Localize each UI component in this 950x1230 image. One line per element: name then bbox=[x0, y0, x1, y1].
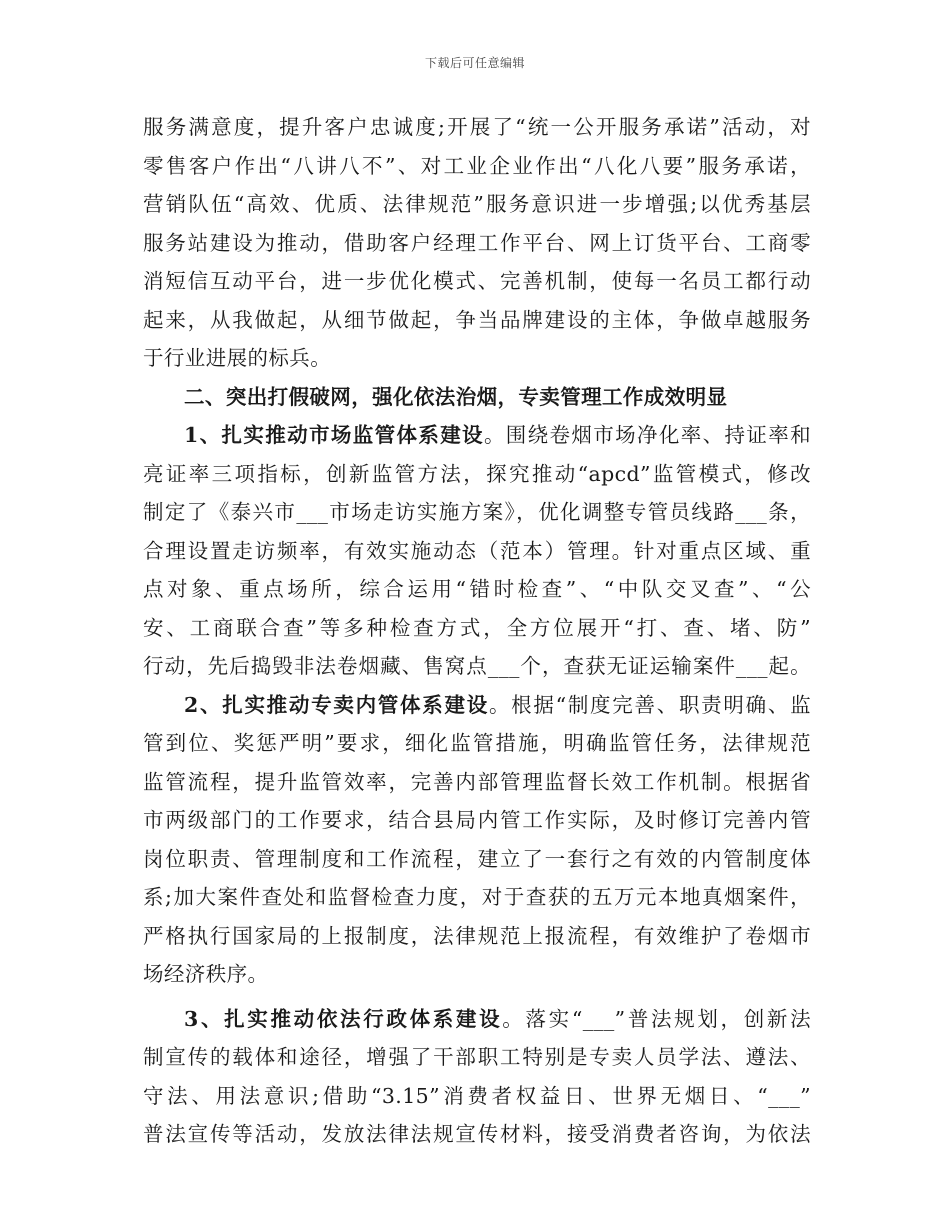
text-line: 安、工商联合查”等多种检查方式，全方位展开“打、查、堵、防” bbox=[143, 615, 811, 640]
text-line: 市两级部门的工作要求，结合县局内管工作实际，及时修订完善内管 bbox=[143, 808, 811, 832]
text-line: 守法、用法意识;借助“3.15”消费者权益日、世界无烟日、“___” bbox=[143, 1083, 811, 1108]
text-line: 系;加大案件查处和监督检查力度，对于查获的五万元本地真烟案件， bbox=[143, 885, 811, 909]
text-line: 管到位、奖惩严明”要求，细化监管措施，明确监管任务，法律规范 bbox=[143, 731, 811, 755]
text-line: 普法宣传等活动，发放法律法规宣传材料，接受消费者咨询，为依法 bbox=[143, 1122, 811, 1146]
text-line: 制宣传的载体和途径，增强了干部职工特别是专卖人员学法、遵法、 bbox=[143, 1045, 811, 1069]
text-line: 行动，先后捣毁非法卷烟藏、售窝点___个，查获无证运输案件___起。 bbox=[143, 654, 811, 678]
item-text: 。围绕卷烟市场净化率、持证率和 bbox=[483, 423, 811, 447]
paragraph-item-1 bbox=[143, 416, 811, 686]
text-line: 监管流程，提升监管效率，完善内部管理监督长效工作机制。根据省 bbox=[143, 769, 811, 794]
text-line: 合理设置走访频率，有效实施动态（范本）管理。针对重点区域、重 bbox=[143, 538, 811, 563]
text-line: 起来，从我做起，从细节做起，争当品牌建设的主体，争做卓越服务 bbox=[143, 307, 811, 332]
text-line: 营销队伍“高效、优质、法律规范”服务意识进一步增强;以优秀基层 bbox=[143, 192, 811, 216]
item-text: 。落实“___”普法规划，创新法 bbox=[502, 1006, 811, 1031]
paragraph-item-2 bbox=[143, 686, 811, 994]
text-line: 制定了《泰兴市___市场走访实施方案》，优化调整专管员线路___条， bbox=[143, 500, 811, 524]
text-line: 服务满意度，提升客户忠诚度;开展了“统一公开服务承诺”活动，对 bbox=[143, 115, 811, 139]
section-heading: 二、突出打假破网，强化依法治烟，专卖管理工作成效明显 bbox=[184, 384, 728, 409]
text-line bbox=[143, 416, 811, 455]
text-line: 岗位职责、管理制度和工作流程，建立了一套行之有效的内管制度体 bbox=[143, 846, 811, 871]
text-line bbox=[143, 1000, 811, 1039]
text-line: 点对象、重点场所，综合运用“错时检查”、“中队交叉查”、“公 bbox=[143, 577, 811, 601]
text-line: 服务站建设为推动，借助客户经理工作平台、网上订货平台、工商零 bbox=[143, 230, 811, 255]
item-title: 3、扎实推动依法行政体系建设 bbox=[184, 1006, 503, 1031]
text-line: 场经济秩序。 bbox=[143, 962, 269, 986]
document-body bbox=[143, 108, 811, 1154]
item-title: 1、扎实推动市场监管体系建设 bbox=[184, 423, 484, 447]
text-line: 消短信互动平台，进一步优化模式、完善机制，使每一名员工都行动 bbox=[143, 269, 811, 293]
text-line: 零售客户作出“八讲八不”、对工业企业作出“八化八要”服务承诺， bbox=[143, 153, 811, 178]
text-line bbox=[143, 686, 811, 725]
item-title: 2、扎实推动专卖内管体系建设 bbox=[184, 692, 489, 717]
paragraph-item-3 bbox=[143, 1000, 811, 1154]
page-header-note: 下载后可任意编辑 bbox=[424, 56, 525, 70]
text-line: 严格执行国家局的上报制度，法律规范上报流程，有效维护了卷烟市 bbox=[143, 923, 811, 948]
paragraph-service bbox=[143, 108, 811, 378]
item-text: 。根据“制度完善、职责明确、监 bbox=[488, 692, 811, 717]
text-line: 于行业进展的标兵。 bbox=[143, 346, 332, 370]
text-line: 亮证率三项指标，创新监管方法，探究推动“apcd”监管模式，修改 bbox=[143, 461, 811, 486]
